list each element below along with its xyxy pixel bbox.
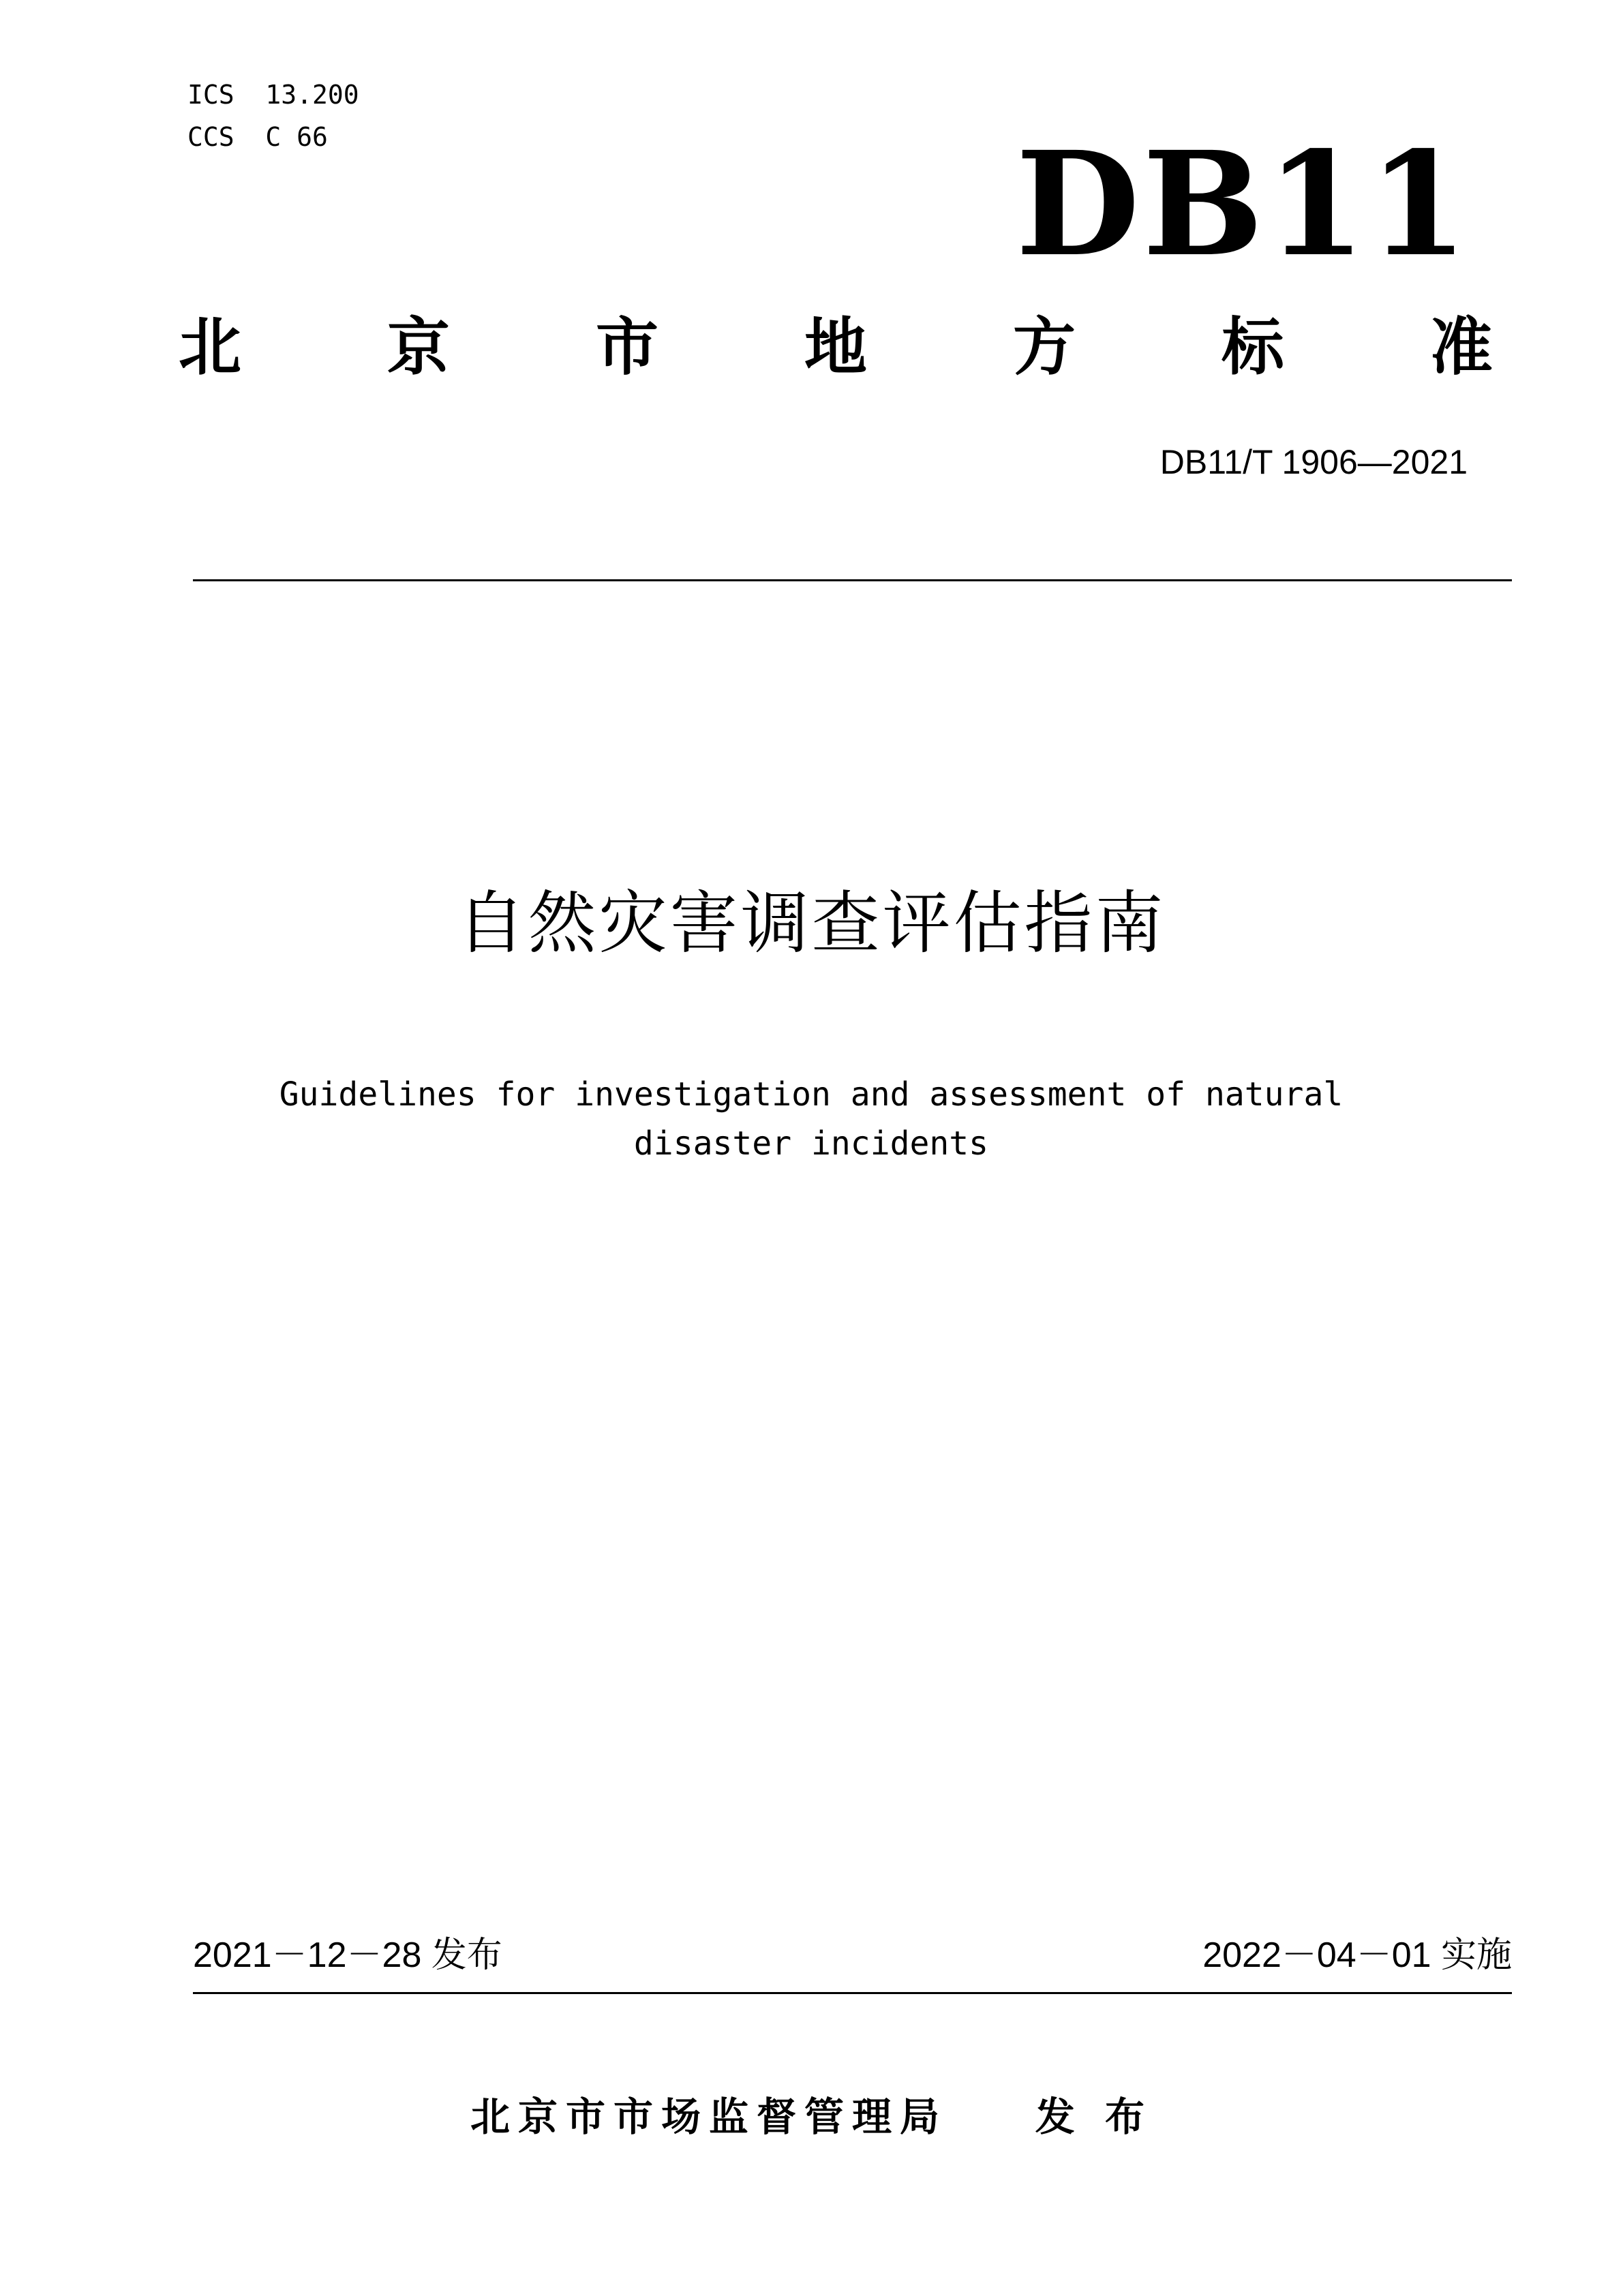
db11-logo: DB11 bbox=[1016, 120, 1471, 288]
bottom-divider bbox=[193, 1992, 1512, 1994]
title-chinese: 自然灾害调查评估指南 bbox=[457, 883, 1166, 963]
standard-type-char: 地 bbox=[804, 311, 867, 384]
title-english: Guidelines for investigation and assessment of natural disaster incidents bbox=[279, 1075, 1344, 1163]
standard-type-char: 京 bbox=[386, 311, 450, 384]
standard-type-char: 方 bbox=[1012, 311, 1076, 384]
issue-date: 2021－12－28 发布 bbox=[193, 1935, 502, 1975]
standard-type-char: 标 bbox=[1221, 311, 1284, 384]
ics-code: ICS 13.200 bbox=[187, 80, 359, 110]
top-divider bbox=[193, 579, 1512, 581]
standard-type-char: 市 bbox=[595, 311, 658, 384]
standard-type-heading bbox=[179, 310, 1493, 385]
publisher: 北京市市场监督管理局 发 布 bbox=[470, 2094, 1153, 2140]
standard-type-char: 准 bbox=[1429, 311, 1493, 384]
standard-number: DB11/T 1906—2021 bbox=[1159, 443, 1468, 481]
implementation-date: 2022－04－01 实施 bbox=[1202, 1935, 1512, 1975]
standard-type-char: 北 bbox=[179, 311, 242, 384]
ccs-code: CCS C 66 bbox=[187, 122, 328, 152]
